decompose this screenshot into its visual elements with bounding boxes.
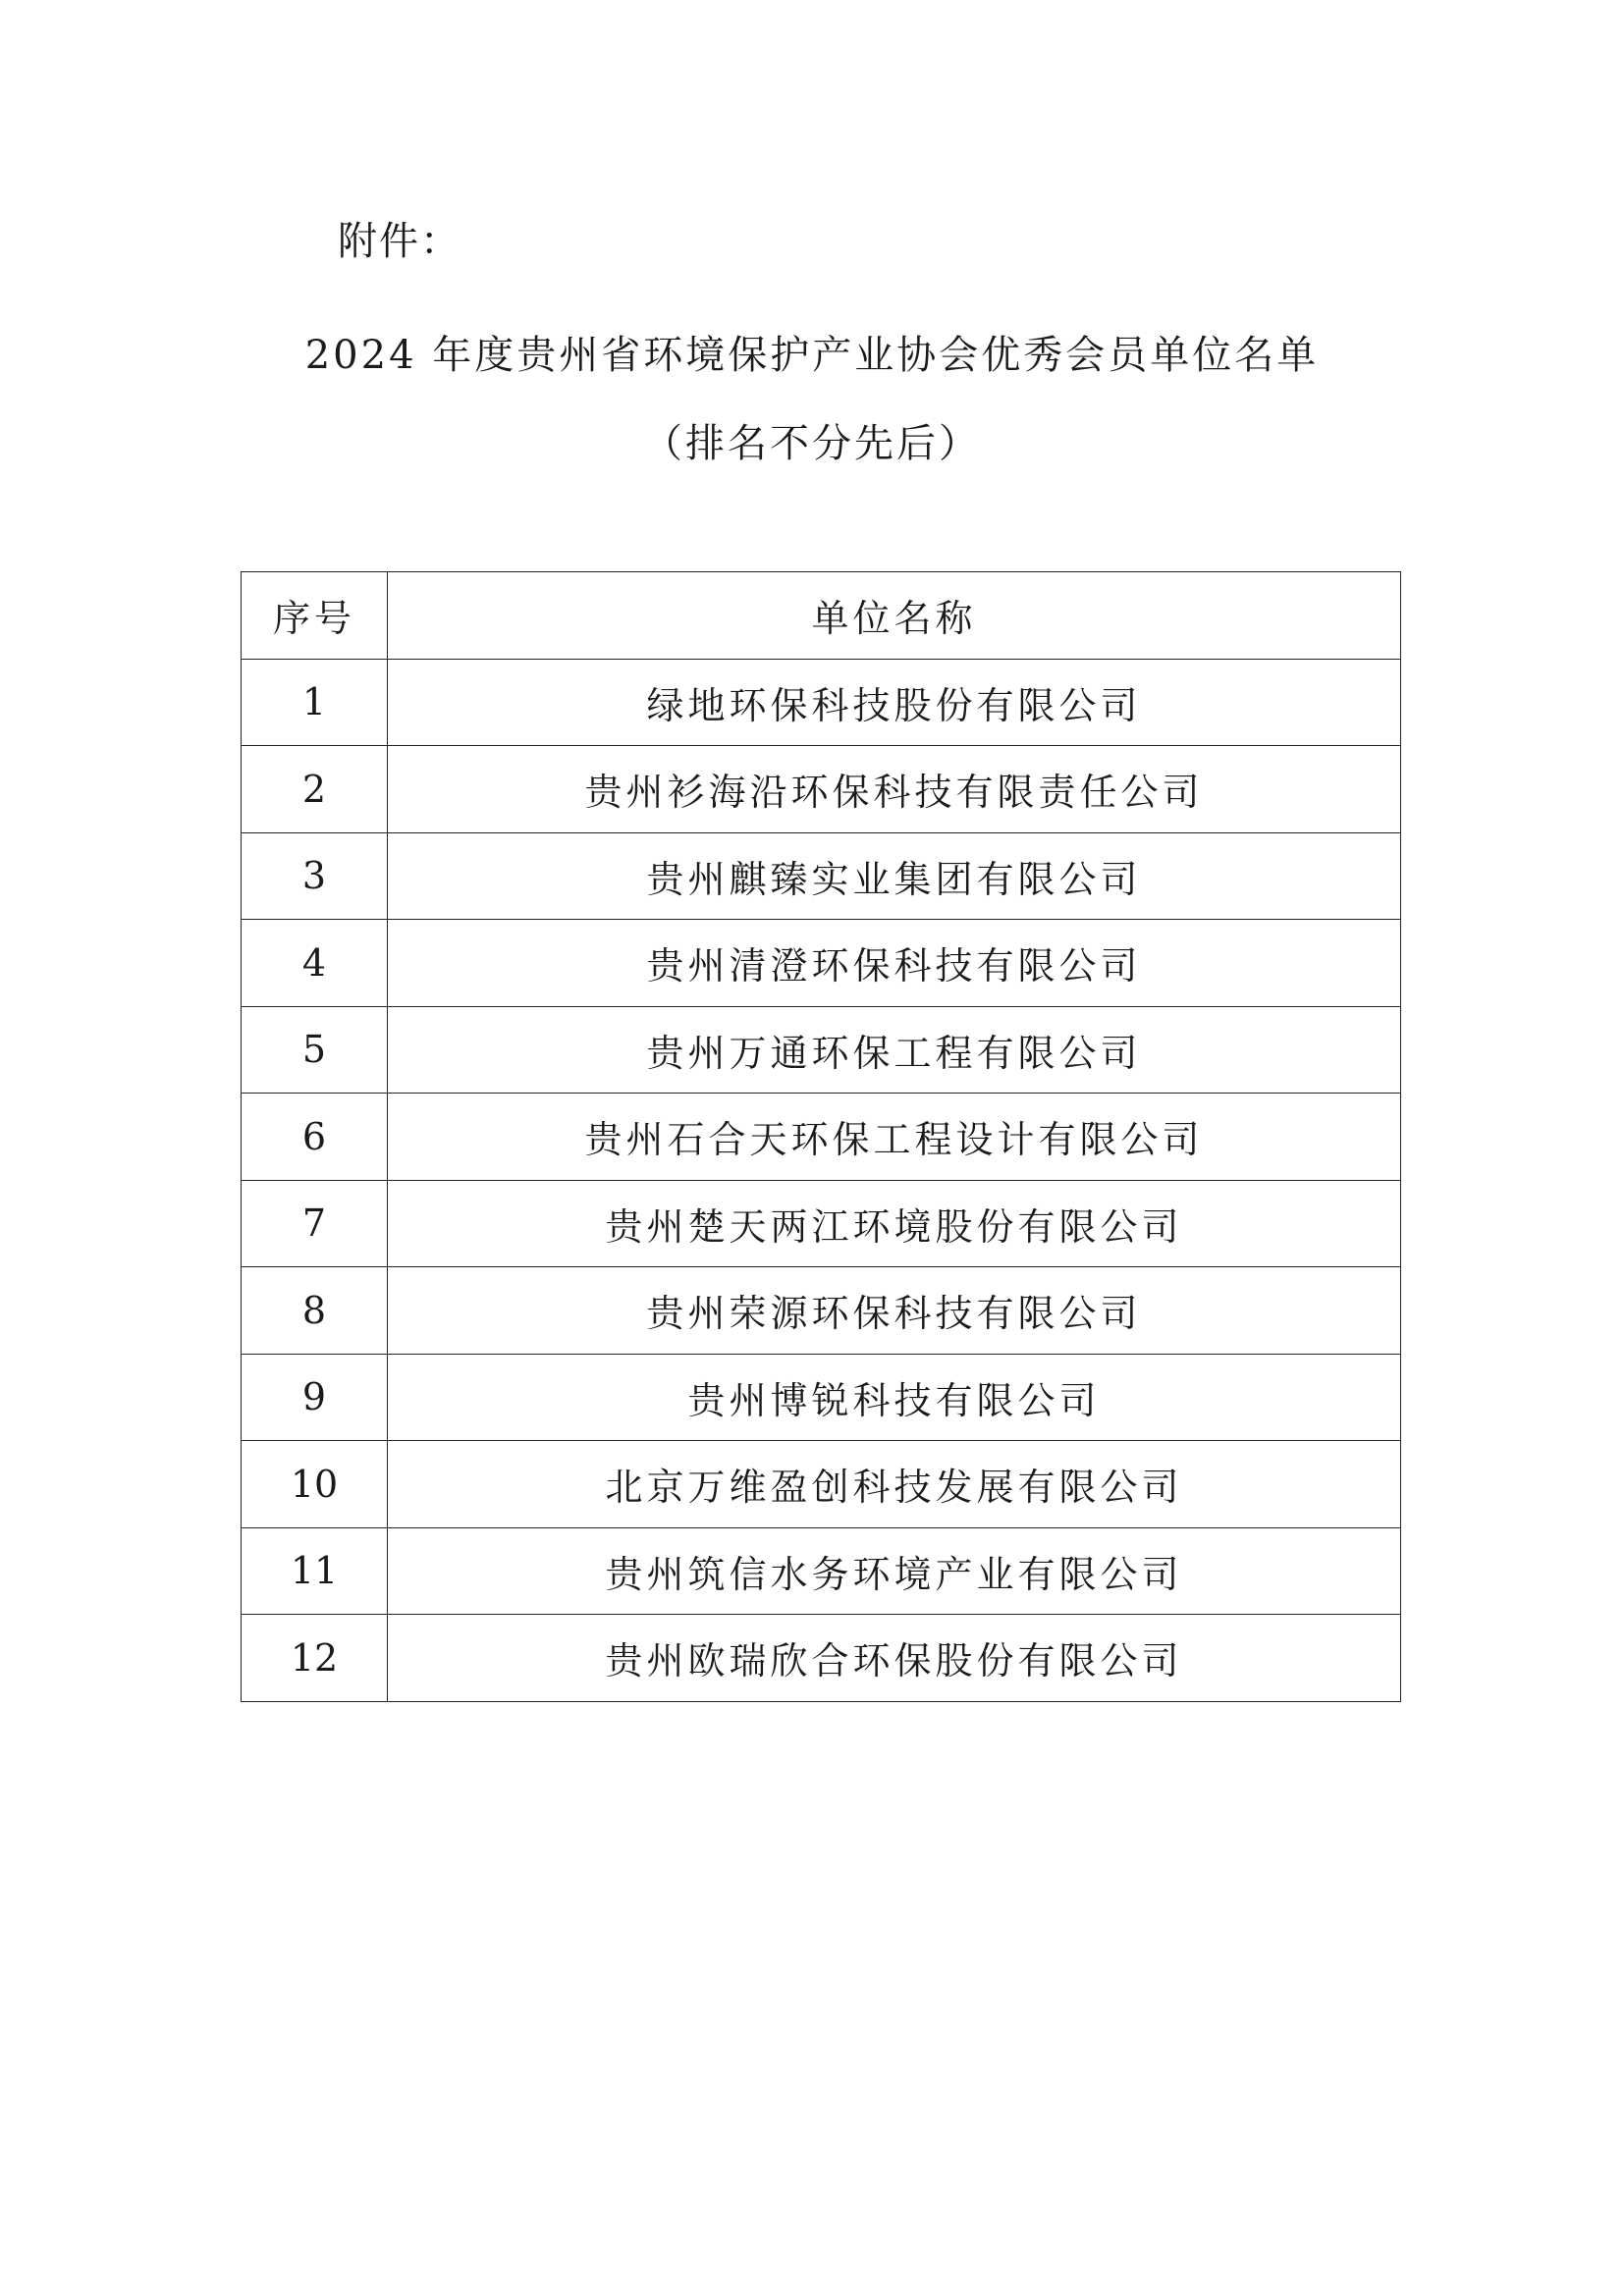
row-name: 贵州万通环保工程有限公司: [388, 1006, 1401, 1094]
header-seq: 序号: [242, 572, 388, 660]
row-name: 贵州衫海沿环保科技有限责任公司: [388, 746, 1401, 833]
row-seq: 7: [242, 1180, 388, 1267]
row-name: 贵州博锐科技有限公司: [388, 1354, 1401, 1441]
table-row: [242, 1354, 1401, 1441]
table-row: [242, 746, 1401, 833]
row-seq: 6: [242, 1094, 388, 1181]
table-header-row: [242, 572, 1401, 660]
member-table: [241, 571, 1401, 1702]
row-name: 绿地环保科技股份有限公司: [388, 659, 1401, 746]
table-row: [242, 1527, 1401, 1615]
attachment-label: 附件：: [338, 219, 461, 264]
row-seq: 8: [242, 1267, 388, 1355]
row-name: 北京万维盈创科技发展有限公司: [388, 1441, 1401, 1528]
table-row: [242, 832, 1401, 920]
row-name: 贵州筑信水务环境产业有限公司: [388, 1527, 1401, 1615]
row-name: 贵州欧瑞欣合环保股份有限公司: [388, 1615, 1401, 1702]
row-seq: 12: [242, 1615, 388, 1702]
table-row: [242, 1615, 1401, 1702]
page-subtitle: （排名不分先后）: [643, 421, 981, 466]
page-title: 2024 年度贵州省环境保护产业协会优秀会员单位名单: [304, 333, 1320, 378]
row-seq: 11: [242, 1527, 388, 1615]
row-name: 贵州荣源环保科技有限公司: [388, 1267, 1401, 1355]
row-seq: 9: [242, 1354, 388, 1441]
row-name: 贵州麒臻实业集团有限公司: [388, 832, 1401, 920]
row-seq: 5: [242, 1006, 388, 1094]
row-name: 贵州楚天两江环境股份有限公司: [388, 1180, 1401, 1267]
table-row: [242, 1094, 1401, 1181]
row-name: 贵州石合天环保工程设计有限公司: [388, 1094, 1401, 1181]
header-name: 单位名称: [388, 572, 1401, 660]
table-row: [242, 659, 1401, 746]
table-row: [242, 1006, 1401, 1094]
row-seq: 2: [242, 746, 388, 833]
table-row: [242, 1441, 1401, 1528]
row-seq: 3: [242, 832, 388, 920]
row-seq: 1: [242, 659, 388, 746]
row-seq: 4: [242, 920, 388, 1007]
row-seq: 10: [242, 1441, 388, 1528]
table-row: [242, 1180, 1401, 1267]
table-row: [242, 1267, 1401, 1355]
table-row: [242, 920, 1401, 1007]
row-name: 贵州清澄环保科技有限公司: [388, 920, 1401, 1007]
